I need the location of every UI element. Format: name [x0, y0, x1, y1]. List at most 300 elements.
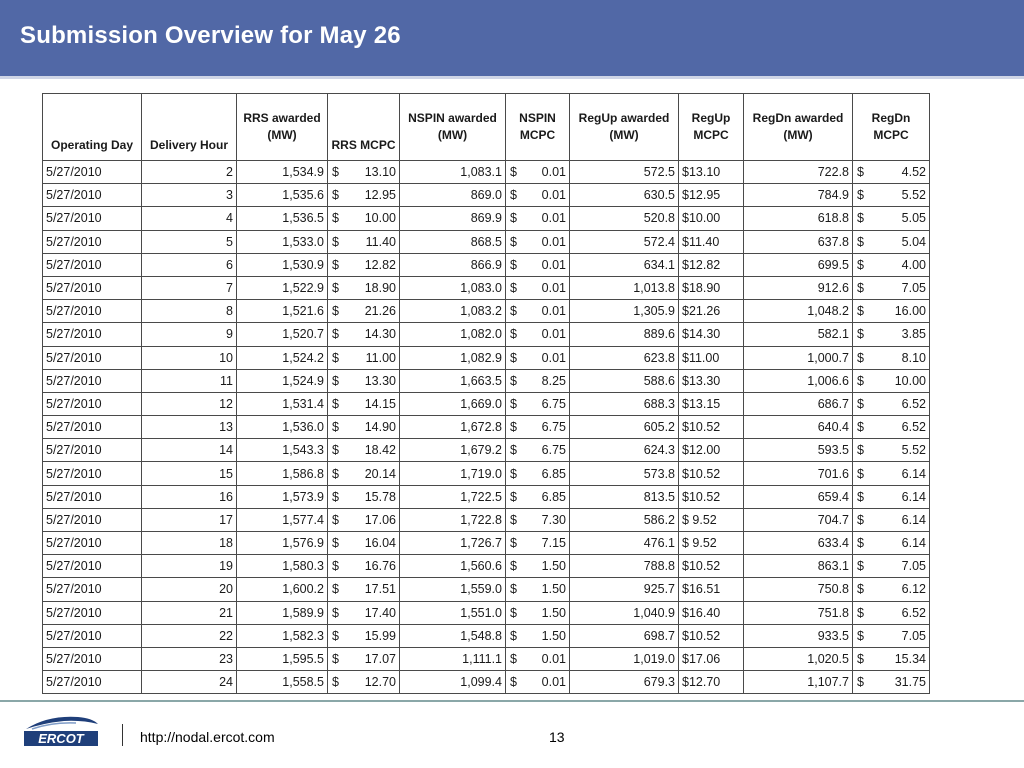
currency-symbol: $: [857, 304, 864, 319]
table-cell: 1,559.0: [400, 578, 506, 601]
table-cell: 1,107.7: [744, 671, 853, 694]
table-cell: 1,530.9: [237, 253, 328, 276]
table-row: [43, 392, 930, 415]
table-cell: [328, 184, 400, 207]
header-nspin-awarded: NSPIN awarded (MW): [400, 94, 506, 161]
currency-value: 6.75: [541, 420, 566, 435]
table-cell: 1,111.1: [400, 647, 506, 670]
table-cell: 2: [142, 161, 237, 184]
currency-symbol: $: [332, 396, 339, 411]
table-cell: 16: [142, 485, 237, 508]
currency-value: 17.07: [364, 652, 396, 667]
table-cell: 1,589.9: [237, 601, 328, 624]
currency-value: 0.01: [541, 304, 566, 319]
table-cell: 1,082.9: [400, 346, 506, 369]
table-cell: [328, 346, 400, 369]
table-cell: 630.5: [570, 184, 679, 207]
table-cell: 476.1: [570, 532, 679, 555]
table-header-row: [43, 94, 930, 161]
table-row: [43, 300, 930, 323]
currency-symbol: $: [510, 628, 517, 643]
table-cell: 698.7: [570, 624, 679, 647]
currency-symbol: $: [332, 512, 339, 527]
table-cell: 640.4: [744, 416, 853, 439]
currency-value: 0.01: [541, 350, 566, 365]
currency-symbol: $: [510, 420, 517, 435]
table-cell: [853, 184, 930, 207]
currency-value: 0.01: [541, 281, 566, 296]
currency-value: 0.01: [541, 165, 566, 180]
table-row: [43, 207, 930, 230]
table-cell: 624.3: [570, 439, 679, 462]
currency-symbol: $: [510, 234, 517, 249]
table-cell: [328, 624, 400, 647]
currency-value: 7.05: [901, 628, 926, 643]
table-cell: 5/27/2010: [43, 671, 142, 694]
table-cell: [506, 230, 570, 253]
currency-symbol: $: [332, 559, 339, 574]
table-cell: [853, 323, 930, 346]
currency-value: 3.85: [901, 327, 926, 342]
currency-value: 10.00: [894, 373, 926, 388]
table-row: [43, 276, 930, 299]
table-cell: [853, 532, 930, 555]
table-cell: [328, 601, 400, 624]
table-cell: [853, 253, 930, 276]
currency-symbol: $: [332, 327, 339, 342]
currency-symbol: $: [857, 466, 864, 481]
table-cell: 572.5: [570, 161, 679, 184]
header-operating-day: Operating Day: [43, 94, 142, 161]
table-cell: 1,582.3: [237, 624, 328, 647]
currency-value: 1.50: [541, 559, 566, 574]
table-cell: 5/27/2010: [43, 416, 142, 439]
table-cell: [328, 647, 400, 670]
table-cell: [853, 508, 930, 531]
table-cell: 12: [142, 392, 237, 415]
table-cell: [328, 207, 400, 230]
table-cell: [853, 462, 930, 485]
table-cell: 1,533.0: [237, 230, 328, 253]
table-cell: 1,669.0: [400, 392, 506, 415]
currency-symbol: $: [857, 373, 864, 388]
currency-symbol: $: [857, 396, 864, 411]
currency-symbol: $: [857, 443, 864, 458]
header-regup-mcpc: RegUp MCPC: [679, 94, 744, 161]
table-cell: 679.3: [570, 671, 679, 694]
currency-value: 11.00: [365, 350, 396, 365]
table-cell: 5/27/2010: [43, 276, 142, 299]
table-row: [43, 346, 930, 369]
table-cell: 1,573.9: [237, 485, 328, 508]
currency-value: 18.42: [364, 443, 396, 458]
table-cell: $12.82: [679, 253, 744, 276]
currency-symbol: $: [857, 489, 864, 504]
table-cell: 17: [142, 508, 237, 531]
table-row: [43, 647, 930, 670]
table-row: [43, 253, 930, 276]
table-cell: [506, 300, 570, 323]
table-cell: 634.1: [570, 253, 679, 276]
currency-symbol: $: [332, 652, 339, 667]
table-cell: 4: [142, 207, 237, 230]
table-cell: [853, 300, 930, 323]
table-cell: 593.5: [744, 439, 853, 462]
currency-value: 18.90: [364, 281, 396, 296]
table-cell: 520.8: [570, 207, 679, 230]
table-cell: 1,531.4: [237, 392, 328, 415]
header-rrs-mcpc: RRS MCPC: [328, 94, 400, 161]
table-cell: 866.9: [400, 253, 506, 276]
table-cell: 868.5: [400, 230, 506, 253]
table-cell: 3: [142, 184, 237, 207]
currency-value: 0.01: [541, 257, 566, 272]
table-cell: [853, 624, 930, 647]
table-cell: 912.6: [744, 276, 853, 299]
currency-value: 6.14: [901, 489, 926, 504]
table-cell: [853, 647, 930, 670]
currency-symbol: $: [510, 443, 517, 458]
currency-value: 16.00: [894, 304, 926, 319]
table-cell: [506, 671, 570, 694]
table-cell: 1,663.5: [400, 369, 506, 392]
currency-symbol: $: [510, 188, 517, 203]
table-cell: $10.52: [679, 624, 744, 647]
currency-symbol: $: [510, 396, 517, 411]
currency-symbol: $: [510, 489, 517, 504]
table-cell: 9: [142, 323, 237, 346]
table-cell: 751.8: [744, 601, 853, 624]
table-cell: 1,580.3: [237, 555, 328, 578]
table-cell: [853, 578, 930, 601]
currency-value: 5.04: [901, 234, 926, 249]
table-cell: $ 9.52: [679, 508, 744, 531]
currency-symbol: $: [857, 420, 864, 435]
table-cell: 869.9: [400, 207, 506, 230]
table-cell: 15: [142, 462, 237, 485]
currency-symbol: $: [332, 628, 339, 643]
table-cell: [328, 485, 400, 508]
currency-value: 17.40: [364, 605, 396, 620]
currency-value: 5.52: [901, 188, 926, 203]
table-cell: 1,305.9: [570, 300, 679, 323]
table-cell: [506, 416, 570, 439]
table-cell: 5/27/2010: [43, 392, 142, 415]
table-cell: [506, 485, 570, 508]
table-cell: 10: [142, 346, 237, 369]
table-cell: $ 9.52: [679, 532, 744, 555]
table-cell: 5/27/2010: [43, 647, 142, 670]
submission-table: [42, 93, 930, 694]
currency-symbol: $: [510, 281, 517, 296]
currency-symbol: $: [332, 605, 339, 620]
table-cell: 588.6: [570, 369, 679, 392]
currency-symbol: $: [857, 512, 864, 527]
currency-symbol: $: [857, 211, 864, 226]
table-cell: 5/27/2010: [43, 184, 142, 207]
currency-value: 13.30: [364, 373, 396, 388]
table-cell: [506, 532, 570, 555]
footer-separator: [122, 724, 123, 746]
currency-value: 14.90: [364, 420, 396, 435]
header-rrs-awarded: RRS awarded (MW): [237, 94, 328, 161]
footer-divider: [0, 700, 1024, 702]
table-cell: $10.52: [679, 416, 744, 439]
table-cell: 23: [142, 647, 237, 670]
currency-symbol: $: [510, 675, 517, 690]
page-number: 13: [549, 729, 565, 745]
table-cell: [328, 532, 400, 555]
table-cell: 1,722.8: [400, 508, 506, 531]
table-cell: 1,521.6: [237, 300, 328, 323]
currency-value: 8.10: [901, 350, 926, 365]
table-cell: 5/27/2010: [43, 207, 142, 230]
table-cell: 1,048.2: [744, 300, 853, 323]
table-cell: [506, 624, 570, 647]
table-body: [43, 161, 930, 694]
currency-symbol: $: [857, 628, 864, 643]
currency-symbol: $: [332, 257, 339, 272]
table-cell: 1,534.9: [237, 161, 328, 184]
table-row: [43, 230, 930, 253]
currency-symbol: $: [332, 536, 339, 551]
currency-symbol: $: [332, 281, 339, 296]
currency-value: 6.14: [901, 512, 926, 527]
table-cell: $16.51: [679, 578, 744, 601]
currency-value: 8.25: [541, 373, 566, 388]
table-cell: 722.8: [744, 161, 853, 184]
table-cell: 5/27/2010: [43, 555, 142, 578]
currency-symbol: $: [857, 582, 864, 597]
table-cell: 24: [142, 671, 237, 694]
table-cell: 582.1: [744, 323, 853, 346]
table-cell: [328, 671, 400, 694]
currency-value: 14.30: [364, 327, 396, 342]
table-row: [43, 508, 930, 531]
currency-value: 13.10: [364, 165, 396, 180]
table-cell: 701.6: [744, 462, 853, 485]
table-cell: 6: [142, 253, 237, 276]
table-cell: [328, 276, 400, 299]
currency-symbol: $: [332, 443, 339, 458]
table-cell: [328, 462, 400, 485]
currency-value: 17.06: [364, 512, 396, 527]
table-cell: 5: [142, 230, 237, 253]
table-cell: [506, 462, 570, 485]
table-cell: 5/27/2010: [43, 462, 142, 485]
table-cell: 14: [142, 439, 237, 462]
table-cell: 5/27/2010: [43, 485, 142, 508]
table-row: [43, 601, 930, 624]
currency-symbol: $: [510, 652, 517, 667]
table-cell: 5/27/2010: [43, 624, 142, 647]
header-regdn-mcpc: RegDn MCPC: [853, 94, 930, 161]
table-cell: 813.5: [570, 485, 679, 508]
currency-symbol: $: [332, 466, 339, 481]
table-cell: 11: [142, 369, 237, 392]
currency-symbol: $: [332, 420, 339, 435]
currency-value: 4.52: [901, 165, 926, 180]
table-cell: [328, 392, 400, 415]
currency-symbol: $: [857, 188, 864, 203]
currency-value: 6.52: [901, 420, 926, 435]
table-cell: [853, 207, 930, 230]
table-row: [43, 416, 930, 439]
table-cell: [853, 230, 930, 253]
table-cell: [853, 416, 930, 439]
header-regdn-awarded: RegDn awarded (MW): [744, 94, 853, 161]
table-cell: 5/27/2010: [43, 346, 142, 369]
table-cell: 22: [142, 624, 237, 647]
table-cell: [853, 346, 930, 369]
table-cell: 1,524.9: [237, 369, 328, 392]
currency-value: 7.30: [541, 512, 566, 527]
ercot-logo: [22, 712, 100, 750]
table-cell: $13.30: [679, 369, 744, 392]
table-cell: 863.1: [744, 555, 853, 578]
currency-symbol: $: [332, 350, 339, 365]
table-cell: [506, 647, 570, 670]
table-row: [43, 671, 930, 694]
table-cell: 1,006.6: [744, 369, 853, 392]
table-cell: 1,719.0: [400, 462, 506, 485]
currency-symbol: $: [510, 559, 517, 574]
currency-symbol: $: [857, 536, 864, 551]
table-cell: 5/27/2010: [43, 253, 142, 276]
table-row: [43, 323, 930, 346]
currency-value: 31.75: [894, 675, 926, 690]
currency-symbol: $: [510, 327, 517, 342]
header-nspin-mcpc: NSPIN MCPC: [506, 94, 570, 161]
table-cell: 5/27/2010: [43, 532, 142, 555]
currency-value: 0.01: [541, 675, 566, 690]
table-cell: 5/27/2010: [43, 578, 142, 601]
currency-value: 21.26: [364, 304, 396, 319]
table-row: [43, 624, 930, 647]
currency-value: 10.00: [364, 211, 396, 226]
table-cell: 1,083.0: [400, 276, 506, 299]
table-cell: 20: [142, 578, 237, 601]
table-row: [43, 555, 930, 578]
table-cell: [506, 369, 570, 392]
table-cell: 1,586.8: [237, 462, 328, 485]
currency-value: 7.15: [541, 536, 566, 551]
table-cell: [506, 184, 570, 207]
currency-value: 16.04: [364, 536, 396, 551]
table-cell: $21.26: [679, 300, 744, 323]
currency-value: 1.50: [541, 628, 566, 643]
currency-value: 6.75: [541, 396, 566, 411]
table-cell: 18: [142, 532, 237, 555]
table-cell: [328, 253, 400, 276]
table-cell: $12.00: [679, 439, 744, 462]
currency-value: 0.01: [541, 327, 566, 342]
table-cell: $17.06: [679, 647, 744, 670]
table-cell: $11.00: [679, 346, 744, 369]
table-cell: $10.52: [679, 462, 744, 485]
currency-value: 0.01: [541, 234, 566, 249]
currency-value: 1.50: [541, 582, 566, 597]
currency-symbol: $: [510, 304, 517, 319]
table-cell: 618.8: [744, 207, 853, 230]
table-cell: $10.52: [679, 555, 744, 578]
table-cell: 5/27/2010: [43, 323, 142, 346]
currency-symbol: $: [332, 373, 339, 388]
currency-symbol: $: [510, 350, 517, 365]
table-cell: $11.40: [679, 230, 744, 253]
table-row: [43, 485, 930, 508]
table-cell: 1,679.2: [400, 439, 506, 462]
table-cell: [853, 439, 930, 462]
table-cell: 1,558.5: [237, 671, 328, 694]
table-cell: 869.0: [400, 184, 506, 207]
table-cell: 8: [142, 300, 237, 323]
currency-value: 5.05: [901, 211, 926, 226]
table-cell: 699.5: [744, 253, 853, 276]
currency-symbol: $: [332, 188, 339, 203]
currency-symbol: $: [857, 559, 864, 574]
footer-url-link[interactable]: http://nodal.ercot.com: [140, 729, 275, 745]
table-cell: $10.00: [679, 207, 744, 230]
currency-value: 14.15: [364, 396, 396, 411]
table-cell: [506, 392, 570, 415]
table-cell: [506, 253, 570, 276]
table-cell: [853, 369, 930, 392]
table-cell: 5/27/2010: [43, 300, 142, 323]
table-cell: 1,576.9: [237, 532, 328, 555]
currency-symbol: $: [332, 304, 339, 319]
table-row: [43, 184, 930, 207]
currency-symbol: $: [510, 536, 517, 551]
currency-value: 1.50: [541, 605, 566, 620]
table-cell: 1,560.6: [400, 555, 506, 578]
table-cell: 1,040.9: [570, 601, 679, 624]
table-cell: $12.70: [679, 671, 744, 694]
table-cell: [328, 578, 400, 601]
currency-symbol: $: [510, 582, 517, 597]
table-cell: 21: [142, 601, 237, 624]
table-cell: 573.8: [570, 462, 679, 485]
table-row: [43, 439, 930, 462]
table-cell: 633.4: [744, 532, 853, 555]
currency-value: 5.52: [901, 443, 926, 458]
table-cell: 1,600.2: [237, 578, 328, 601]
table-row: [43, 369, 930, 392]
table-cell: [328, 323, 400, 346]
currency-value: 6.52: [901, 396, 926, 411]
table-cell: [853, 555, 930, 578]
table-cell: [328, 508, 400, 531]
currency-value: 7.05: [901, 281, 926, 296]
table-cell: 1,548.8: [400, 624, 506, 647]
currency-symbol: $: [332, 211, 339, 226]
table-cell: 1,019.0: [570, 647, 679, 670]
currency-symbol: $: [857, 165, 864, 180]
table-cell: 784.9: [744, 184, 853, 207]
currency-value: 7.05: [901, 559, 926, 574]
currency-value: 15.78: [364, 489, 396, 504]
table-cell: 925.7: [570, 578, 679, 601]
table-row: [43, 578, 930, 601]
table-cell: 1,543.3: [237, 439, 328, 462]
currency-symbol: $: [857, 234, 864, 249]
currency-value: 12.82: [364, 257, 396, 272]
currency-value: 6.85: [541, 466, 566, 481]
currency-value: 15.99: [364, 628, 396, 643]
currency-value: 6.14: [901, 466, 926, 481]
table-row: [43, 161, 930, 184]
table-cell: $13.10: [679, 161, 744, 184]
